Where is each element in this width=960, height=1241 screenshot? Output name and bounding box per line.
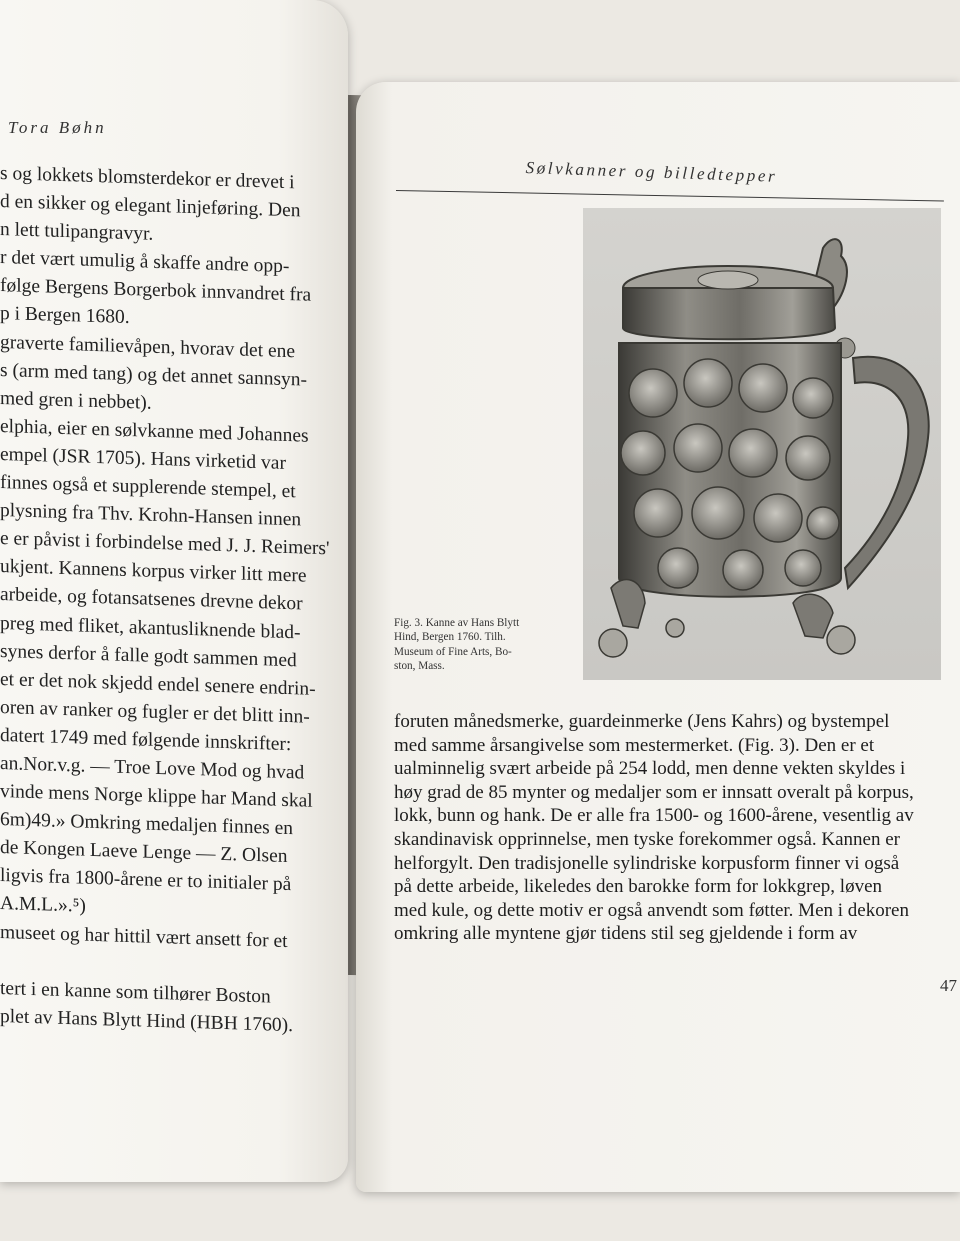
tankard-illustration: [583, 208, 941, 680]
text-line: s (arm med tang) og det annet sannsyn-: [0, 359, 308, 391]
text-line: s og lokkets blomsterdekor er drevet i: [0, 163, 295, 194]
caption-line: ston, Mass.: [394, 659, 445, 672]
text-line: 6m)49.» Omkring medaljen finnes en: [0, 809, 293, 840]
caption-line: Fig. 3. Kanne av Hans Blytt: [394, 617, 520, 629]
text-line: ligvis fra 1800-årene er to initialer på: [0, 865, 292, 896]
text-line: d en sikker og elegant linjeføring. Den: [0, 191, 301, 222]
silver-tankard-photo: [583, 208, 941, 680]
text-line: med samme årsangivelse som mestermerket. (Fig. 3). Den er et: [394, 734, 875, 756]
text-line: an.Nor.v.g. — Troe Love Mod og hvad: [0, 752, 305, 784]
text-line: r det vært umulig å skaffe andre opp-: [0, 247, 290, 278]
figure-caption: [394, 616, 570, 673]
text-line: A.M.L.».⁵): [0, 893, 86, 918]
text-line: tert i en kanne som tilhører Boston: [0, 977, 271, 1008]
text-line: preg med fliket, akantusliknende blad-: [0, 612, 301, 643]
left-page: [0, 0, 348, 1182]
text-line: på dette arbeide, likeledes den barokke form for lokkgrep, løven: [394, 876, 883, 898]
text-line: omkring alle myntene gjør tidens stil seg gjeldende i form av: [394, 923, 858, 945]
text-line: synes derfor å falle godt sammen med: [0, 640, 297, 671]
text-line: e er påvist i forbindelse med J. J. Reimers': [0, 528, 330, 560]
text-line: oren av ranker og fugler er det blitt inn-: [0, 696, 310, 728]
page-number: 47: [940, 976, 957, 995]
running-head-author: Tora Bøhn: [8, 118, 107, 137]
text-line: skandinavisk opprinnelse, men tyske forekommer også. Kannen er: [394, 828, 901, 850]
text-line: n lett tulipangravyr.: [0, 219, 154, 246]
text-line: p i Bergen 1680.: [0, 303, 130, 329]
text-line: plet av Hans Blytt Hind (HBH 1760).: [0, 1005, 294, 1036]
text-line: datert 1749 med følgende innskrifter:: [0, 724, 292, 756]
text-line: med kule, og dette motiv er også anvendt som føtter. Men i dekoren: [394, 899, 909, 921]
text-line: empel (JSR 1705). Hans virketid var: [0, 443, 286, 474]
text-line: følge Bergens Borgerbok innvandret fra: [0, 275, 312, 307]
text-line: ukjent. Kannens korpus virker litt mere: [0, 556, 307, 587]
text-line: høy grad de 85 mynter og medaljer som er innsatt overalt på korpus,: [394, 781, 914, 803]
text-line: lokk, bunn og hank. De er alle fra 1500- og 1600-årene, vesentlig av: [394, 805, 914, 827]
text-line: museet og har hittil vært ansett for et: [0, 921, 288, 952]
text-line: elphia, eier en sølvkanne med Johannes: [0, 415, 309, 447]
right-page-body: [394, 710, 960, 946]
left-page-body: [0, 160, 342, 1042]
text-line: de Kongen Laeve Lenge — Z. Olsen: [0, 837, 288, 868]
caption-line: Museum of Fine Arts, Bo-: [394, 645, 512, 658]
text-line: ualminnelig svært arbeide på 254 lodd, men denne vekten skyldes i: [394, 758, 906, 780]
text-line: et er det nok skjedd endel senere endrin-: [0, 668, 316, 700]
text-line: finnes også et supplerende stempel, et: [0, 472, 296, 503]
text-line: arbeide, og fotansatsenes drevne dekor: [0, 584, 303, 615]
running-head-title: Sølvkanner og billedtepper: [525, 158, 778, 186]
text-line: plysning fra Thv. Krohn-Hansen innen: [0, 500, 302, 531]
text-line: helforgylt. Den tradisjonelle sylindriske korpusform finner vi også: [394, 852, 900, 874]
text-line: med gren i nebbet).: [0, 387, 152, 414]
text-line: vinde mens Norge klippe har Mand skal: [0, 781, 313, 812]
text-line: graverte familievåpen, hvorav det ene: [0, 331, 296, 362]
text-line: foruten månedsmerke, guardeinmerke (Jens Kahrs) og bystempel: [394, 711, 890, 732]
caption-line: Hind, Bergen 1760. Tilh.: [394, 631, 506, 644]
